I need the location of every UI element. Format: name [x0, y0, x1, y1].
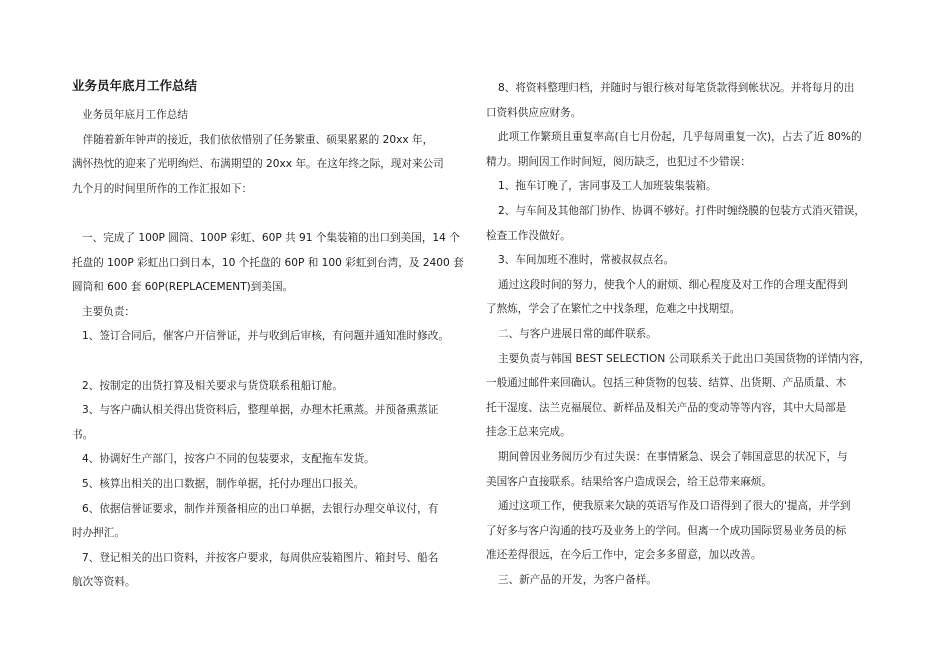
- list-item-mistake-3: 3、车间加班不准时，常被叔叔点名。: [498, 254, 675, 267]
- paragraph-section-one: 一、完成了 100P 圆筒、100P 彩虹、60P 共 91 个集装箱的出口到美国，14 个 托盘的 100P 彩虹出口到日本，10 个托盘的 60P 和 100 彩虹到台湾，及 2400 套 圆筒和 600 套 60P(REPLACEMENT)到美国。: [72, 231, 464, 294]
- paragraph-section-three: 三、新产品的开发，为客户备样。: [498, 573, 657, 586]
- blank-line: [72, 349, 468, 374]
- blank-line: [72, 201, 468, 226]
- paragraph-workload: 此项工作繁琐且重复率高(自七月份起，几乎每周重复一次)，占去了近 80%的 精力。期间因工作时间短，阅历缺乏，也犯过不少错误：: [486, 131, 862, 168]
- paragraph-korea-contact: 主要负责与韩国 BEST SELECTION 公司联系关于此出口美国货物的详情内容， 一般通过邮件来回确认。包括三种货物的包装、结算、出货期、产品质量、木 托干湿度、法兰克福展位、新样品及相关产品的变动等等内容，其中大局部是 挂念王总来完成。: [486, 352, 870, 439]
- list-item-duty-2: 2、按制定的出货打算及相关要求与货贷联系租船订舱。: [82, 379, 343, 392]
- list-item-duty-1: 1、签订合同后，催客户开信誉证，并与收到后审核，有问题并通知准时修改。: [82, 330, 449, 343]
- document-title: 业务员年底月工作总结: [72, 78, 198, 93]
- list-item-duty-5: 5、核算出相关的出口数据，制作单据，托付办理出口报关。: [82, 477, 365, 490]
- list-item-duty-3: 3、与客户确认相关得出货资料后，整理单据，办理木托熏蒸。并预备熏蒸证 书。: [72, 404, 439, 441]
- paragraph-mistake-story: 期间曾因业务阅历少有过失误：在事情紧急、误会了韩国意思的状况下，与 美国客户直接联系。结果给客户造成误会，给王总带来麻烦。: [486, 450, 848, 488]
- paragraph-section-two: 二、与客户进展日常的邮件联系。: [498, 327, 657, 340]
- paragraph-main-duties: 主要负责：: [82, 305, 135, 318]
- left-column: [72, 76, 468, 595]
- paragraph-effort: 通过这段时间的努力，使我个人的耐烦、细心程度及对工作的合理支配得到 了熬炼，学会了在繁忙之中找条理，危难之中找期望。: [486, 278, 848, 316]
- list-item-duty-8: 8、将资料整理归档，并随时与银行核对每笔货款得到帐状况。并将每月的出 口资料供应应财务。: [486, 82, 855, 119]
- list-item-mistake-2: 2、与车间及其他部门协作、协调不够好。打件时缠绕膜的包装方式消灭错误， 检查工作没做好。: [486, 204, 865, 242]
- paragraph-improvement: 通过这项工作，使我原来欠缺的英语写作及口语得到了很大的'提高，并学到 了好多与客户沟通的技巧及业务上的学问。但离一个成功国际贸易业务员的标 准还差得很远，在今后工作中，定会多多留意，加以改善。: [486, 500, 851, 562]
- list-item-mistake-1: 1、拖车订晚了，害同事及工人加班装集装箱。: [498, 180, 717, 193]
- list-item-duty-6: 6、依据信誉证要求，制作并预备相应的出口单据，去银行办理交单议付，有 时办押汇。: [72, 502, 439, 540]
- list-item-duty-7: 7、登记相关的出口资料，并按客户要求，每周供应装箱图片、箱封号、船名 航次等资料。: [72, 551, 439, 589]
- right-column: [486, 76, 882, 592]
- list-item-duty-4: 4、协调好生产部门，按客户不同的包装要求，支配拖车发货。: [82, 453, 375, 466]
- paragraph-subtitle: 业务员年底月工作总结: [82, 109, 188, 121]
- paragraph-intro: 伴随着新年钟声的接近，我们依依惜别了任务繁重、硕果累累的 20xx 年， 满怀热忱的迎来了光明绚烂、布满期望的 20xx 年。在这年终之际，现对来公司 九个月的时间里所作的工作汇报如下：: [72, 133, 444, 195]
